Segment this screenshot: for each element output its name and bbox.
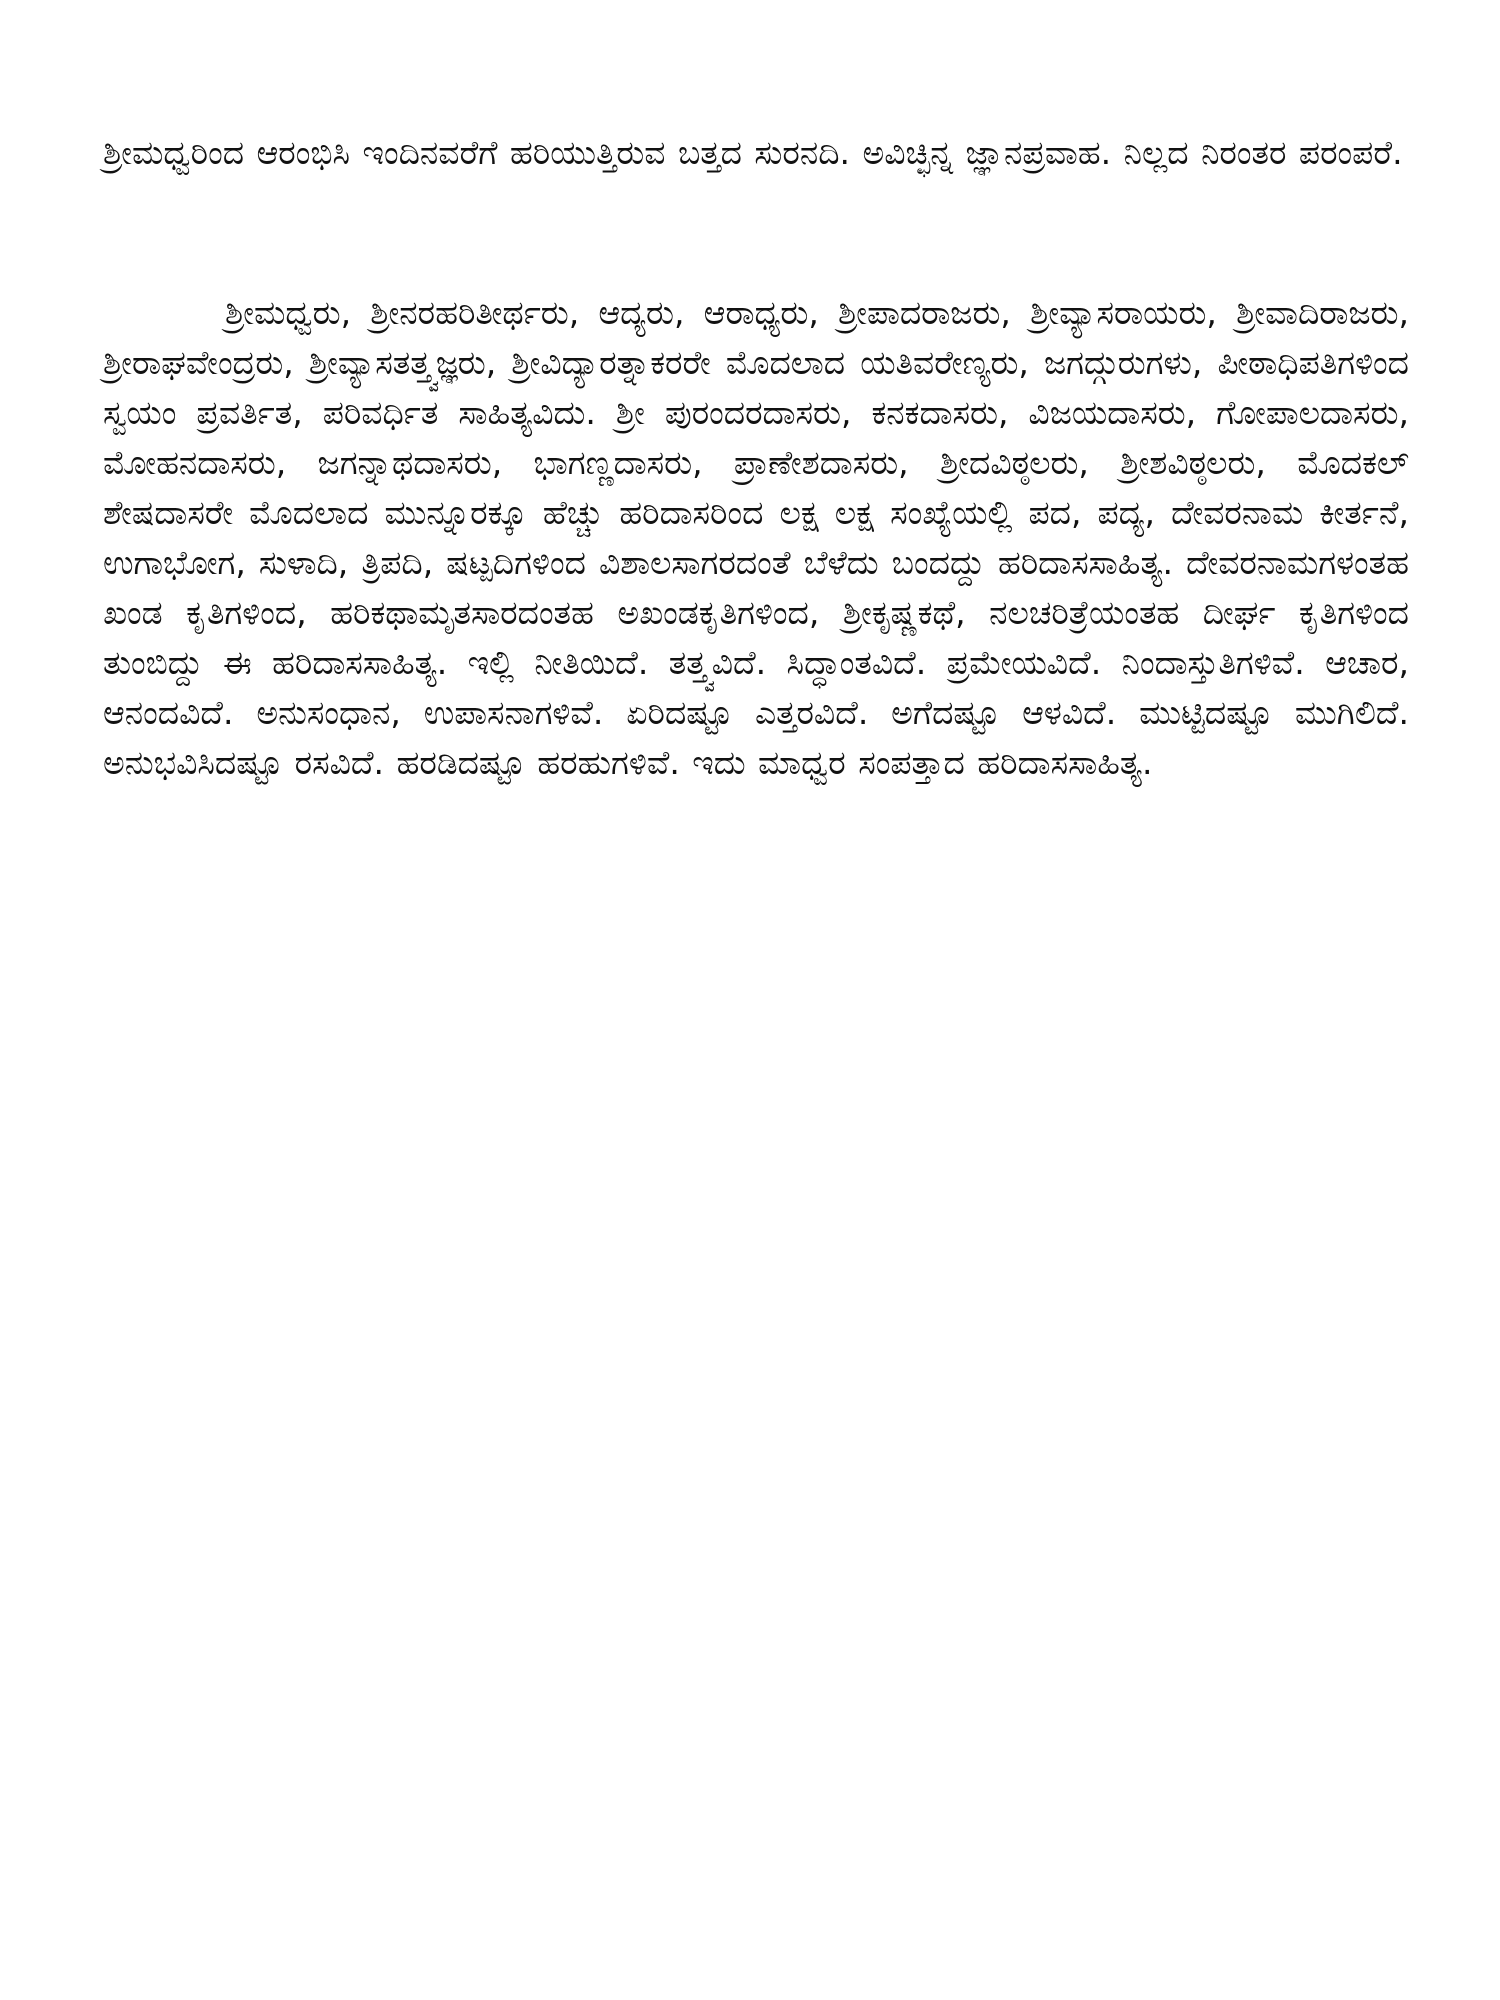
intro-paragraph: ಶ್ರೀಮಧ್ವರಿಂದ ಆರಂಭಿಸಿ ಇಂದಿನವರೆಗೆ ಹರಿಯುತ್ತಿರುವ ಬತ್ತದ ಸುರನದಿ. ಅವಿಚ್ಛಿನ್ನ ಜ್ಞಾನಪ್ರವಾಹ. ನಿಲ್ಲದ ನಿರಂತರ ಪರಂಪರೆ. [103, 133, 1403, 172]
body-paragraph: ಶ್ರೀಮಧ್ವರು, ಶ್ರೀನರಹರಿತೀರ್ಥರು, ಆದ್ಯರು, ಆರಾಧ್ಯರು, ಶ್ರೀಪಾದರಾಜರು, ಶ್ರೀವ್ಯಾಸರಾಯರು, ಶ್ರೀವಾದಿರಾಜರು, ಶ್ರೀರಾಘವೇಂದ್ರರು, ಶ್ರೀವ್ಯಾಸತತ್ತ್ವಜ್ಞರು, ಶ್ರೀವಿದ್ಯಾರತ್ನಾಕರರೇ ಮೊದಲಾದ ಯತಿವರೇಣ್ಯರು, ಜಗದ್ಗುರುಗಳು, ಪೀಠಾಧಿಪತಿಗಳಿಂದ ಸ್ವಯಂ ಪ್ರವರ್ತಿತ, ಪರಿವರ್ಧಿತ ಸಾಹಿತ್ಯವಿದು. ಶ್ರೀ ಪುರಂದರದಾಸರು, ಕನಕದಾಸರು, ವಿಜಯದಾಸರು, ಗೋಪಾಲದಾಸರು, ಮೋಹನದಾಸರು, ಜಗನ್ನಾಥದಾಸರು, ಭಾಗಣ್ಣದಾಸರು, ಪ್ರಾಣೇಶದಾಸರು, ಶ್ರೀದವಿಠ್ಠಲರು, ಶ್ರೀಶವಿಠ್ಠಲರು, ಮೊದಕಲ್ ಶೇಷದಾಸರೇ ಮೊದಲಾದ ಮುನ್ನೂರಕ್ಕೂ ಹೆಚ್ಚು ಹರಿದಾಸರಿಂದ ಲಕ್ಷ ಲಕ್ಷ ಸಂಖ್ಯೆಯಲ್ಲಿ ಪದ, ಪದ್ಯ, ದೇವರನಾಮ ಕೀರ್ತನೆ, ಉಗಾಭೋಗ, ಸುಳಾದಿ, ತ್ರಿಪದಿ, ಷಟ್ಪದಿಗಳಿಂದ ವಿಶಾಲಸಾಗರದಂತೆ ಬೆಳೆದು ಬಂದದ್ದು ಹರಿದಾಸಸಾಹಿತ್ಯ. ದೇವರನಾಮಗಳಂತಹ ಖಂಡ ಕೃತಿಗಳಿಂದ, ಹರಿಕಥಾಮೃತಸಾರದಂತಹ ಅಖಂಡಕೃತಿಗಳಿಂದ, ಶ್ರೀಕೃಷ್ಣಕಥೆ, ನಲಚರಿತ್ರೆಯಂತಹ ದೀರ್ಘ ಕೃತಿಗಳಿಂದ ತುಂಬಿದ್ದು ಈ ಹರಿದಾಸಸಾಹಿತ್ಯ. ಇಲ್ಲಿ ನೀತಿಯಿದೆ. ತತ್ತ್ವವಿದೆ. ಸಿದ್ಧಾಂತವಿದೆ. ಪ್ರಮೇಯವಿದೆ. ನಿಂದಾಸ್ತುತಿಗಳಿವೆ. ಆಚಾರ, ಆನಂದವಿದೆ. ಅನುಸಂಧಾನ, ಉಪಾಸನಾಗಳಿವೆ. ಏರಿದಷ್ಟೂ ಎತ್ತರವಿದೆ. ಅಗೆದಷ್ಟೂ ಆಳವಿದೆ. ಮುಟ್ಟಿದಷ್ಟೂ ಮುಗಿಲಿದೆ. ಅನುಭವಿಸಿದಷ್ಟೂ ರಸವಿದೆ. ಹರಡಿದಷ್ಟೂ ಹರಹುಗಳಿವೆ. ಇದು ಮಾಧ್ವರ ಸಂಪತ್ತಾದ ಹರಿದಾಸಸಾಹಿತ್ಯ. [103, 293, 1409, 782]
